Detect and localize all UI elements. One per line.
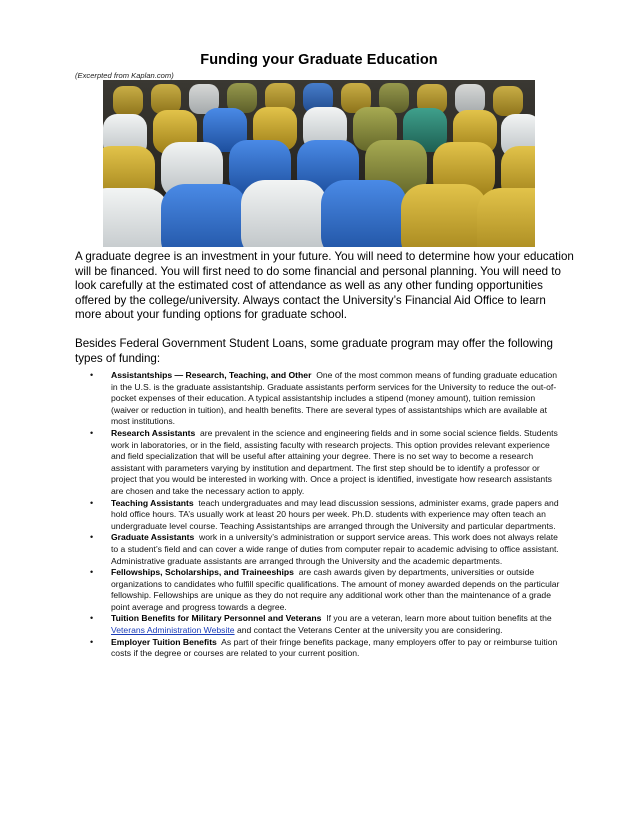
bullet-term: Tuition Benefits for Military Personnel and Veterans <box>111 613 322 624</box>
list-item-employer-tuition <box>90 637 560 660</box>
bullet-text: are cash awards given by departments, universities or outside organizations to candidates who fulfill specific qualifications. The amount of money awarded depends on the particular fellowship. Fellowships are unique as they do not require any additional work other than the maintenance of a grade point average and progress towards a degree. <box>111 567 560 612</box>
intro-paragraph-1: A graduate degree is an investment in your future. You will need to determine how your education will be financed. You will first need to do some financial and personal planning. You will need to look carefully at the estimated cost of attendance as well as any other funding opportunities offered by the college/university. Always contact the University’s Financial Aid Office to learn more about your funding options for graduate school. <box>75 250 574 322</box>
bullet-icon: • <box>90 613 94 624</box>
intro-paragraph-2: Besides Federal Government Student Loans, some graduate program may offer the following types of funding: <box>75 336 553 365</box>
funding-types-list <box>90 370 560 660</box>
list-item-teaching-assistants <box>90 498 560 533</box>
bullet-text: work in a university’s administration or support service areas. This work does not always relate to a student’s field and can cover a wide range of duties from computer repair to academic advising to office assistant. Administrative graduate assistants are arranged through the University and the academic departments. <box>111 532 559 566</box>
chairs-illustration <box>103 80 535 247</box>
bullet-icon: • <box>90 497 94 508</box>
veterans-administration-link[interactable]: Veterans Administration Website <box>111 625 235 636</box>
classroom-chairs-photo <box>103 80 535 247</box>
document-title: Funding your Graduate Education <box>200 52 438 68</box>
list-item-fellowships <box>90 567 560 613</box>
bullet-icon: • <box>90 567 94 578</box>
bullet-term: Employer Tuition Benefits <box>111 636 217 647</box>
bullet-text: teach undergraduates and may lead discussion sessions, administer exams, grade papers and hold office hours. TA’s usually work at least 20 hours per week. Ph.D. students with experience may often teach an undergraduate level course. Teaching Assistantships are arranged through the University and particular departments. <box>111 497 559 531</box>
source-note: (Excerpted from Kaplan.com) <box>75 71 174 80</box>
bullet-term: Research Assistants <box>111 427 196 438</box>
list-item-research-assistants <box>90 428 560 498</box>
list-item-assistantships <box>90 370 560 428</box>
bullet-term: Teaching Assistants <box>111 497 194 508</box>
list-item-graduate-assistants <box>90 532 560 567</box>
bullet-term: Fellowships, Scholarships, and Traineeships <box>111 567 294 578</box>
intro-section <box>75 250 575 366</box>
bullet-icon: • <box>90 636 94 647</box>
bullet-icon: • <box>90 427 94 438</box>
bullet-text-after-link: and contact the Veterans Center at the university you are considering. <box>236 625 503 636</box>
bullet-term: Graduate Assistants <box>111 532 195 543</box>
bullet-icon: • <box>90 532 94 543</box>
bullet-icon: • <box>90 370 94 380</box>
bullet-text: One of the most common means of funding graduate education in the U.S. is the graduate assistantship. Graduate assistants perform services for the University to reduce the out-of-pocket expenses of their education. A typical assistantship includes a stipend (money amount), tuition remission (waiver or reduction in tuition), and health benefits. There are several types of assistantships which are available at most institutions. <box>111 370 557 427</box>
list-item-military-tuition <box>90 613 560 636</box>
bullet-text: are prevalent in the science and engineering fields and in some social science fields. Students work in laboratories, or in the field, assisting faculty with research projects. This option provides relevant experience and field specialization that will be useful after attaining your degree. There is no set way to become a research assistant with parameters varying by institution and department. The first step should be to identify a professor or project that you would be interested in working with. Once a project is identified, investigate how research assistants are chosen and take the necessary action to apply. <box>111 427 558 496</box>
bullet-term: Assistantships — Research, Teaching, and Other <box>111 370 312 380</box>
bullet-text-before-link: If you are a veteran, learn more about tuition benefits at the <box>326 613 552 624</box>
bullet-text: As part of their fringe benefits package, many employers offer to pay or reimburse tuition costs if the degree or courses are related to your current position. <box>111 636 558 659</box>
